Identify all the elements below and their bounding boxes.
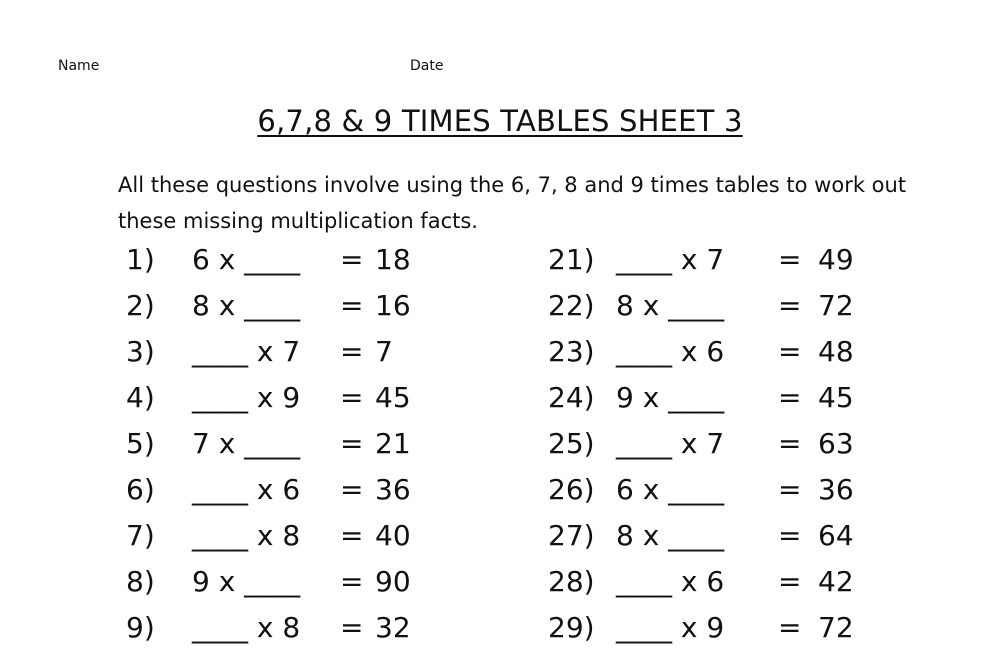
question-expression: 6 x ____ [192,243,301,276]
equals-sign: = [340,611,364,644]
question-answer: 72 [818,611,854,644]
question-expression: ____ x 6 [616,335,725,368]
question-expression: 8 x ____ [192,289,301,322]
question-answer: 45 [818,381,854,414]
equals-sign: = [340,335,364,368]
question-row [548,565,948,611]
question-number: 24) [548,381,595,414]
question-expression: 9 x ____ [616,381,725,414]
question-row [126,611,526,657]
question-row [126,473,526,519]
equals-sign: = [340,381,364,414]
question-row [548,519,948,565]
question-answer: 63 [818,427,854,460]
date-label: Date [410,58,444,74]
question-answer: 32 [375,611,411,644]
question-expression: 9 x ____ [192,565,301,598]
equals-sign: = [340,473,364,506]
question-number: 4) [126,381,155,414]
question-row [548,611,948,657]
question-answer: 64 [818,519,854,552]
name-label: Name [58,58,100,74]
questions-right-column [548,243,948,657]
question-answer: 40 [375,519,411,552]
question-number: 8) [126,565,155,598]
question-expression: ____ x 6 [616,565,725,598]
question-number: 5) [126,427,155,460]
question-expression: ____ x 8 [192,519,301,552]
questions-left-column [126,243,526,657]
equals-sign: = [778,243,802,276]
question-answer: 90 [375,565,411,598]
question-number: 2) [126,289,155,322]
question-number: 21) [548,243,595,276]
equals-sign: = [340,565,364,598]
question-answer: 48 [818,335,854,368]
question-number: 28) [548,565,595,598]
question-row [548,427,948,473]
question-answer: 49 [818,243,854,276]
question-number: 9) [126,611,155,644]
question-row [126,381,526,427]
equals-sign: = [340,427,364,460]
question-expression: ____ x 6 [192,473,301,506]
question-row [548,381,948,427]
question-number: 1) [126,243,155,276]
equals-sign: = [778,473,802,506]
question-expression: ____ x 9 [616,611,725,644]
question-answer: 72 [818,289,854,322]
equals-sign: = [778,381,802,414]
equals-sign: = [778,289,802,322]
question-number: 7) [126,519,155,552]
worksheet-title-text: 6,7,8 & 9 TIMES TABLES SHEET 3 [257,104,743,138]
question-expression: ____ x 9 [192,381,301,414]
equals-sign: = [778,611,802,644]
question-expression: ____ x 8 [192,611,301,644]
equals-sign: = [778,565,802,598]
question-answer: 36 [818,473,854,506]
question-expression: ____ x 7 [616,243,725,276]
equals-sign: = [340,289,364,322]
question-answer: 16 [375,289,411,322]
question-row [126,565,526,611]
question-answer: 36 [375,473,411,506]
question-number: 26) [548,473,595,506]
question-expression: ____ x 7 [192,335,301,368]
question-number: 27) [548,519,595,552]
equals-sign: = [340,243,364,276]
question-answer: 21 [375,427,411,460]
question-number: 29) [548,611,595,644]
question-row [548,473,948,519]
question-answer: 42 [818,565,854,598]
question-expression: 7 x ____ [192,427,301,460]
question-row [548,243,948,289]
question-expression: 8 x ____ [616,289,725,322]
question-expression: ____ x 7 [616,427,725,460]
question-number: 3) [126,335,155,368]
equals-sign: = [778,427,802,460]
question-row [126,335,526,381]
equals-sign: = [778,335,802,368]
question-row [126,243,526,289]
worksheet-title [0,104,1000,138]
question-row [548,289,948,335]
question-row [126,289,526,335]
question-row [126,519,526,565]
equals-sign: = [778,519,802,552]
question-answer: 18 [375,243,411,276]
instructions: All these questions involve using the 6, 7, 8 and 9 times tables to work out these missing multiplication facts. [118,173,907,233]
question-expression: 8 x ____ [616,519,725,552]
question-expression: 6 x ____ [616,473,725,506]
question-number: 23) [548,335,595,368]
question-row [548,335,948,381]
question-row [126,427,526,473]
question-number: 22) [548,289,595,322]
question-number: 6) [126,473,155,506]
question-answer: 45 [375,381,411,414]
equals-sign: = [340,519,364,552]
question-number: 25) [548,427,595,460]
question-answer: 7 [375,335,393,368]
